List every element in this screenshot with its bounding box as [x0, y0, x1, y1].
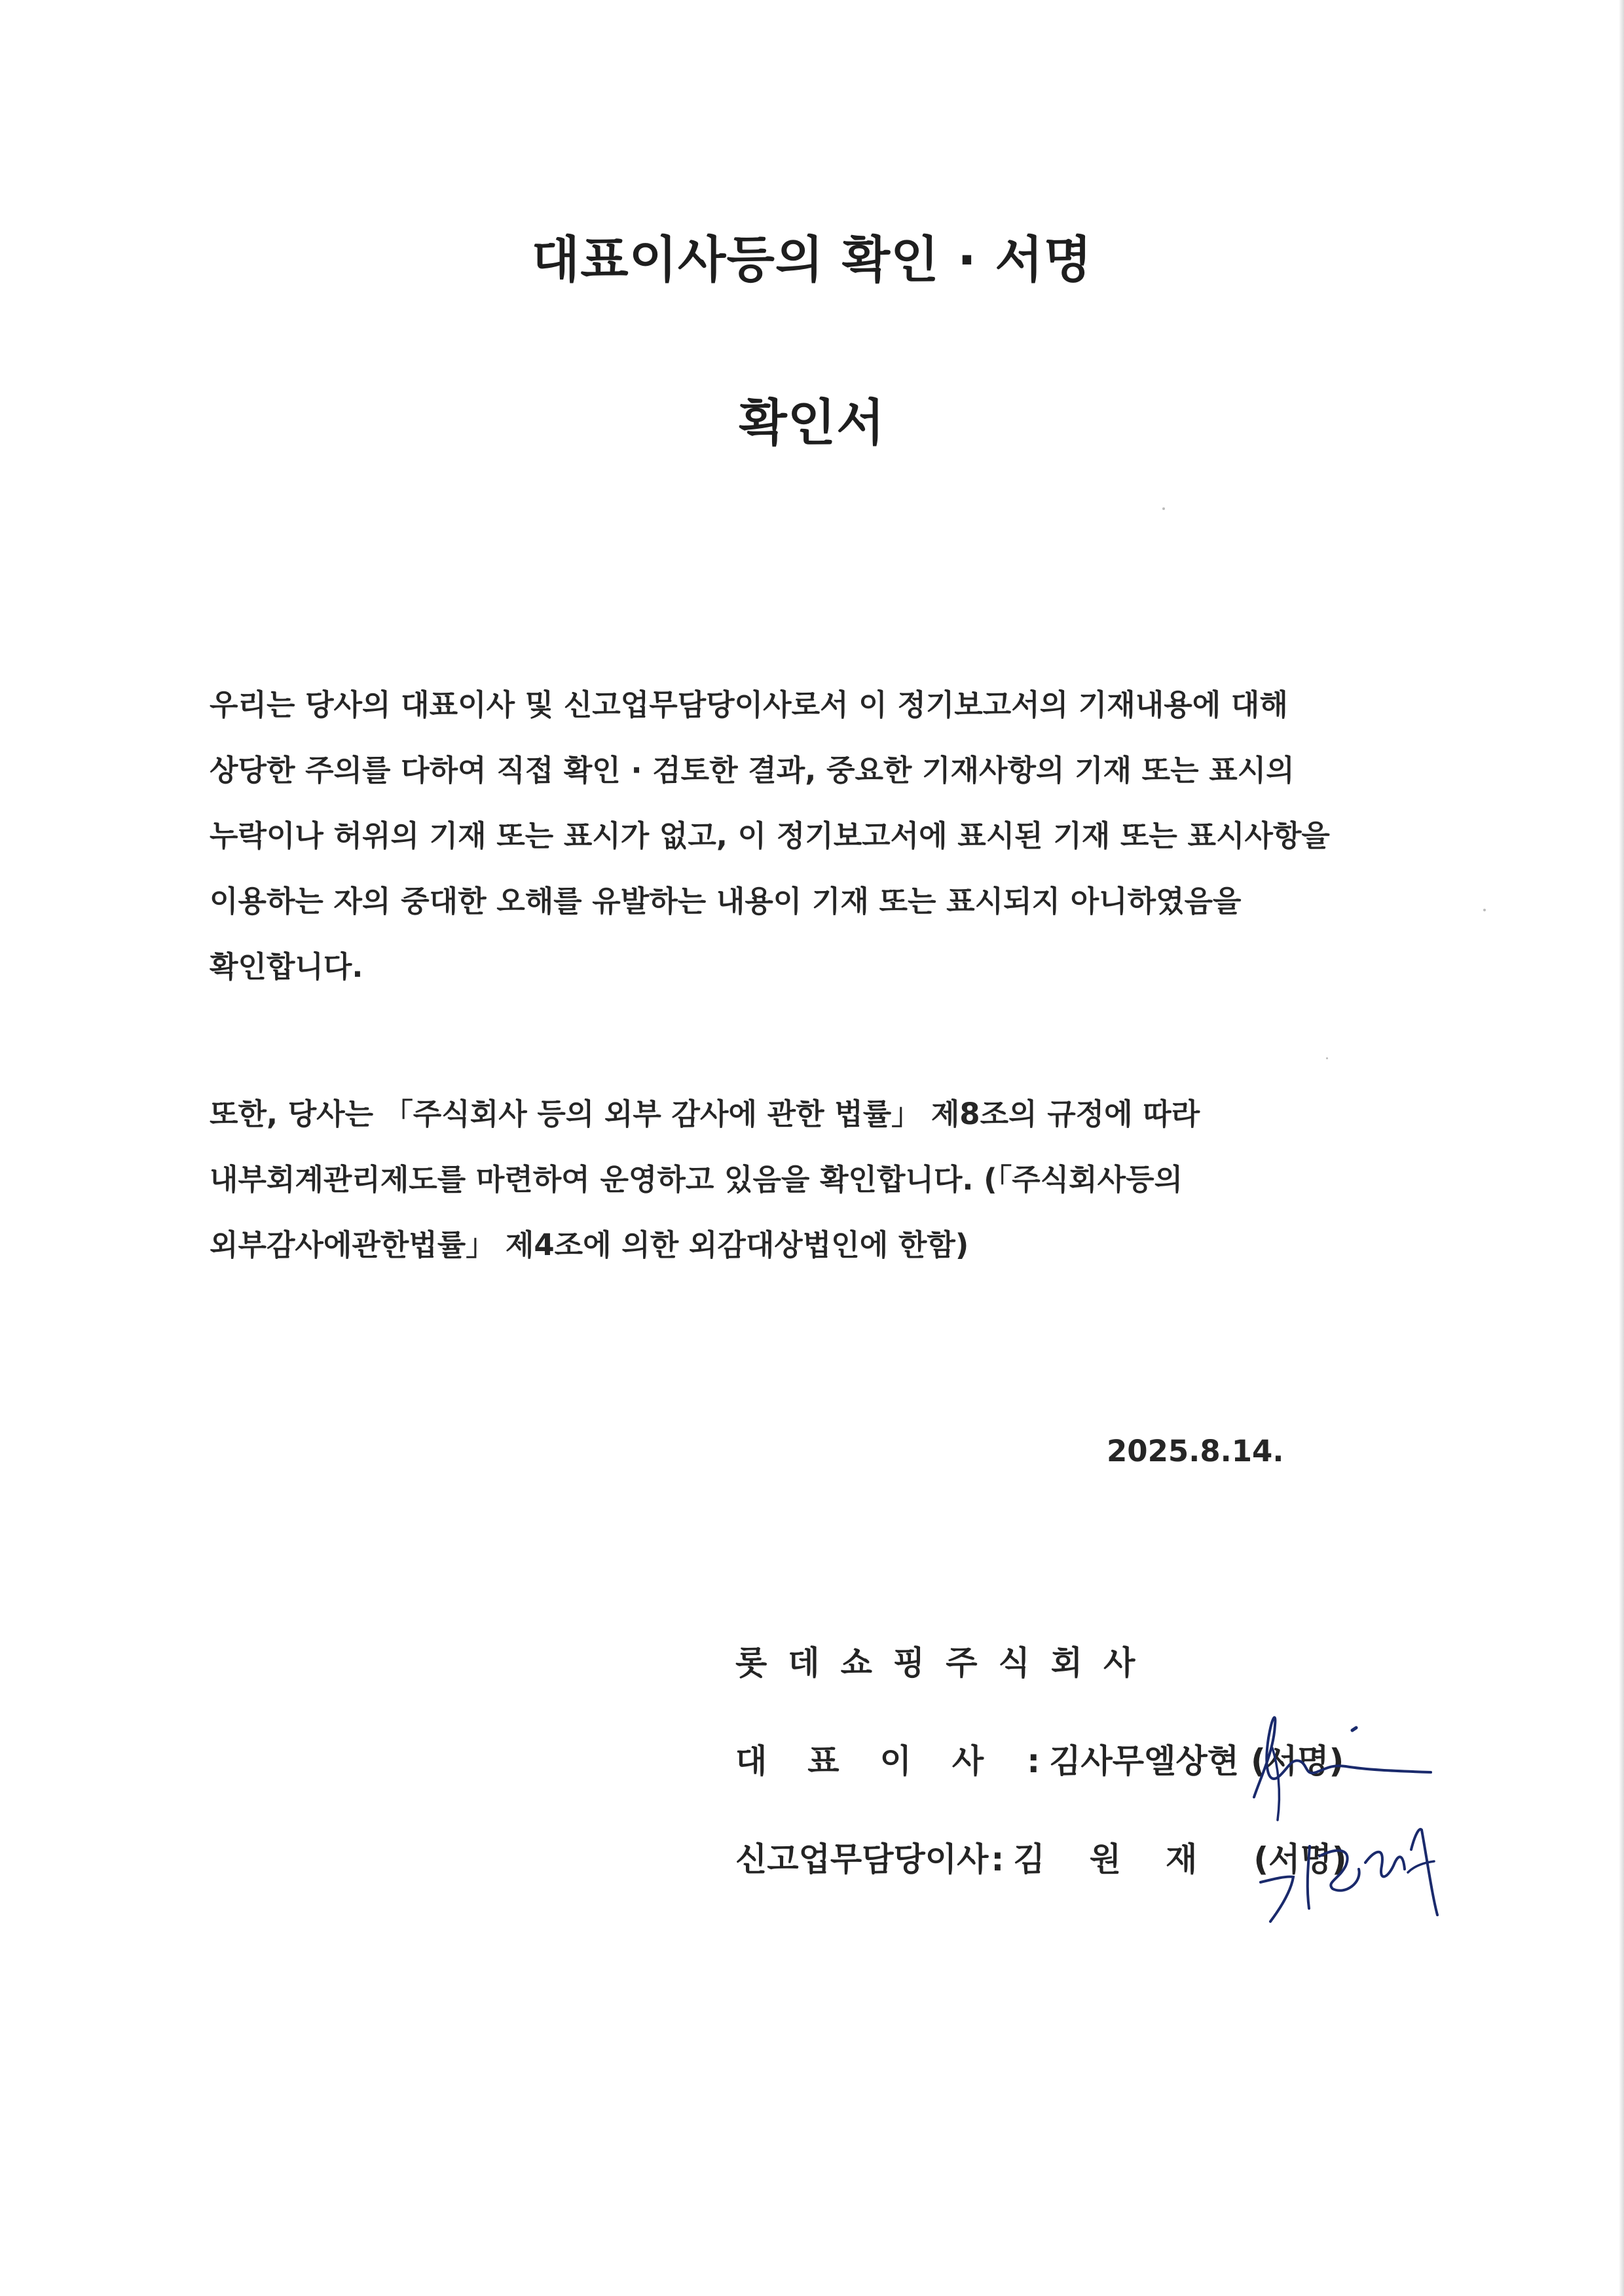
- seal-text: (서명): [1253, 1840, 1347, 1878]
- paragraph-line: 외부감사에관한법률」 제4조에 의한 외감대상법인에 한함): [210, 1228, 969, 1262]
- paragraph-line: 우리는 당사의 대표이사 및 신고업무담당이사로서 이 정기보고서의 기재내용에 대해: [210, 687, 1288, 722]
- paragraph-line: 내부회계관리제도를 마련하여 운영하고 있음을 확인합니다. (「주식회사등의: [210, 1162, 1183, 1197]
- officer-name: 김원재: [1013, 1840, 1242, 1878]
- scan-speck: [1162, 507, 1165, 510]
- colon: :: [1027, 1742, 1041, 1780]
- document-date: 2025.8.14.: [1107, 1434, 1284, 1468]
- representative-signature: [1234, 1699, 1457, 1823]
- seal-text: (서명): [1251, 1742, 1344, 1780]
- scan-edge: [1619, 0, 1624, 2296]
- officer-label: 신고업무담당이사: [735, 1840, 989, 1878]
- officer-signature: [1247, 1810, 1457, 1941]
- representative-name: 김사무엘상현: [1049, 1742, 1240, 1780]
- scan-speck: [1483, 909, 1486, 911]
- paragraph-line: 누락이나 허위의 기재 또는 표시가 없고, 이 정기보고서에 표시된 기재 또는 표시사항을: [210, 818, 1330, 853]
- paragraph-line: 상당한 주의를 다하여 직접 확인 · 검토한 결과, 중요한 기재사항의 기재 또는 표시의: [210, 753, 1295, 788]
- colon: :: [991, 1840, 1005, 1878]
- representative-label: 대표이사: [735, 1742, 1025, 1780]
- company-name: 롯데쇼핑주식회사: [735, 1644, 1156, 1682]
- paragraph-line: 이용하는 자의 중대한 오해를 유발하는 내용이 기재 또는 표시되지 아니하였음을: [210, 884, 1242, 919]
- paragraph-line: 또한, 당사는 「주식회사 등의 외부 감사에 관한 법률」 제8조의 규정에 따라: [210, 1097, 1200, 1131]
- paragraph-line: 확인합니다.: [210, 949, 363, 984]
- document-title: 대표이사등의 확인 · 서명: [531, 230, 1093, 289]
- document-subtitle: 확인서: [739, 393, 885, 452]
- scan-speck: [1326, 1057, 1328, 1059]
